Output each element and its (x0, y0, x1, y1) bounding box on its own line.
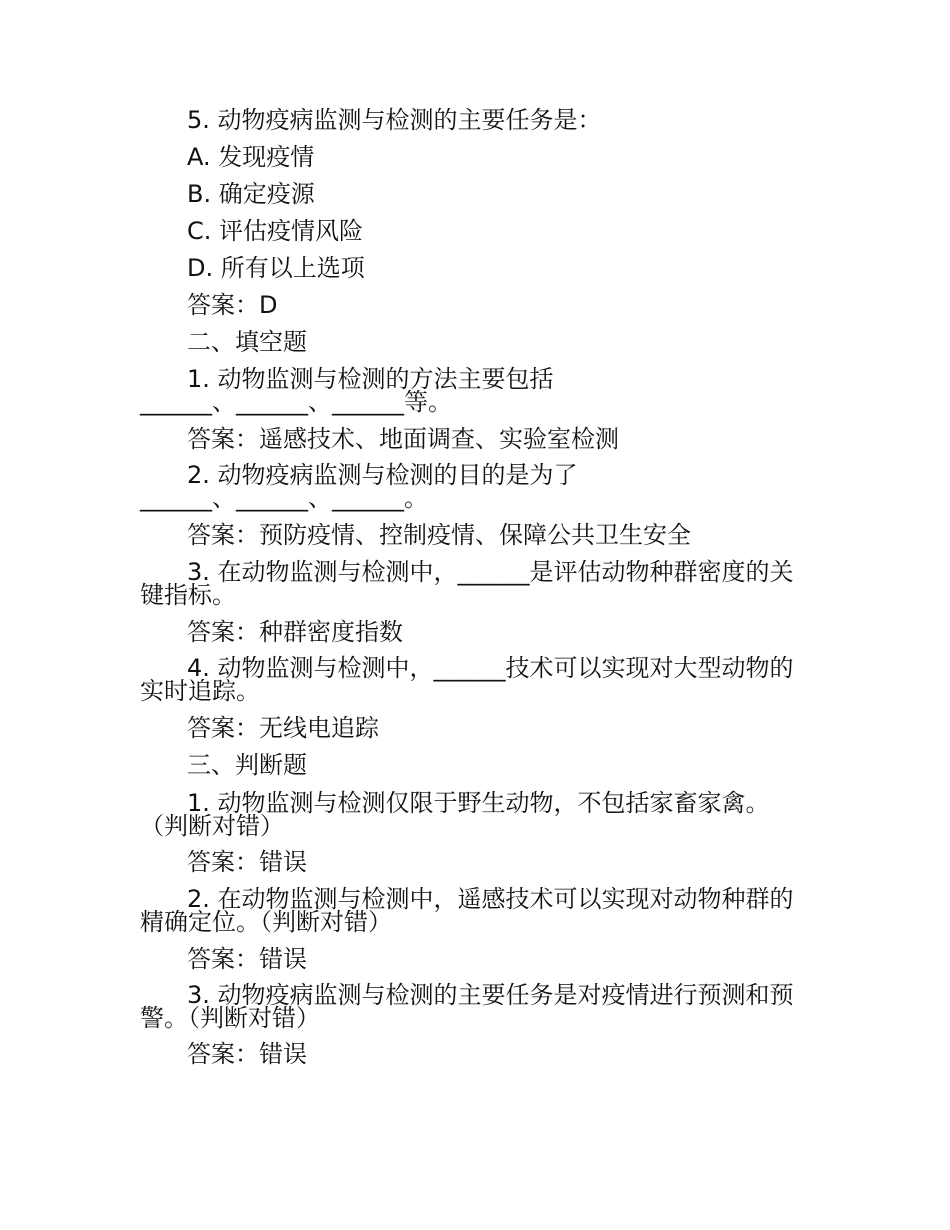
tf-question-3-line2: 警。（判断对错） (140, 1004, 320, 1032)
fill-answer-1: 答案：遥感技术、地面调查、实验室检测 (187, 425, 619, 453)
tf-answer-1: 答案：错误 (187, 848, 307, 876)
fill-question-2-line2: ______、______、______。 (140, 484, 428, 512)
fill-question-2-line1: 2. 动物疫病监测与检测的目的是为了 (187, 461, 578, 489)
fill-question-2 (140, 461, 578, 512)
fill-question-3-line2: 键指标。 (140, 581, 236, 609)
fill-question-1-line2: ______、______、______等。 (140, 388, 452, 416)
option-d: D. 所有以上选项 (187, 254, 365, 282)
tf-question-1 (140, 789, 770, 840)
fill-question-3 (140, 558, 794, 609)
tf-question-2-line2: 精确定位。（判断对错） (140, 908, 392, 936)
answer-mc-5: 答案：D (187, 291, 278, 319)
tf-question-2-line1: 2. 在动物监测与检测中，遥感技术可以实现对动物种群的 (187, 885, 794, 913)
fill-question-1 (140, 365, 554, 416)
fill-answer-3: 答案：种群密度指数 (187, 618, 403, 646)
option-c: C. 评估疫情风险 (187, 217, 364, 245)
fill-answer-2: 答案：预防疫情、控制疫情、保障公共卫生安全 (187, 521, 691, 549)
fill-question-3-line1: 3. 在动物监测与检测中，______是评估动物种群密度的关 (187, 558, 794, 586)
section-heading-fill: 二、填空题 (187, 328, 307, 356)
fill-question-4 (140, 654, 794, 705)
tf-answer-3: 答案：错误 (187, 1040, 307, 1068)
fill-question-1-line1: 1. 动物监测与检测的方法主要包括 (187, 365, 554, 393)
tf-question-3-line1: 3. 动物疫病监测与检测的主要任务是对疫情进行预测和预 (187, 981, 794, 1009)
option-b: B. 确定疫源 (187, 180, 315, 208)
fill-answer-4: 答案：无线电追踪 (187, 714, 379, 742)
section-heading-tf: 三、判断题 (187, 751, 307, 779)
fill-question-4-line2: 实时追踪。 (140, 677, 260, 705)
tf-question-3 (140, 981, 794, 1032)
question-5: 5. 动物疫病监测与检测的主要任务是： (187, 106, 602, 134)
tf-question-1-line2: （判断对错） (140, 812, 284, 840)
tf-answer-2: 答案：错误 (187, 945, 307, 973)
tf-question-2 (140, 885, 794, 936)
fill-question-4-line1: 4. 动物监测与检测中，______技术可以实现对大型动物的 (187, 654, 794, 682)
tf-question-1-line1: 1. 动物监测与检测仅限于野生动物，不包括家畜家禽。 (187, 789, 770, 817)
option-a: A. 发现疫情 (187, 143, 315, 171)
